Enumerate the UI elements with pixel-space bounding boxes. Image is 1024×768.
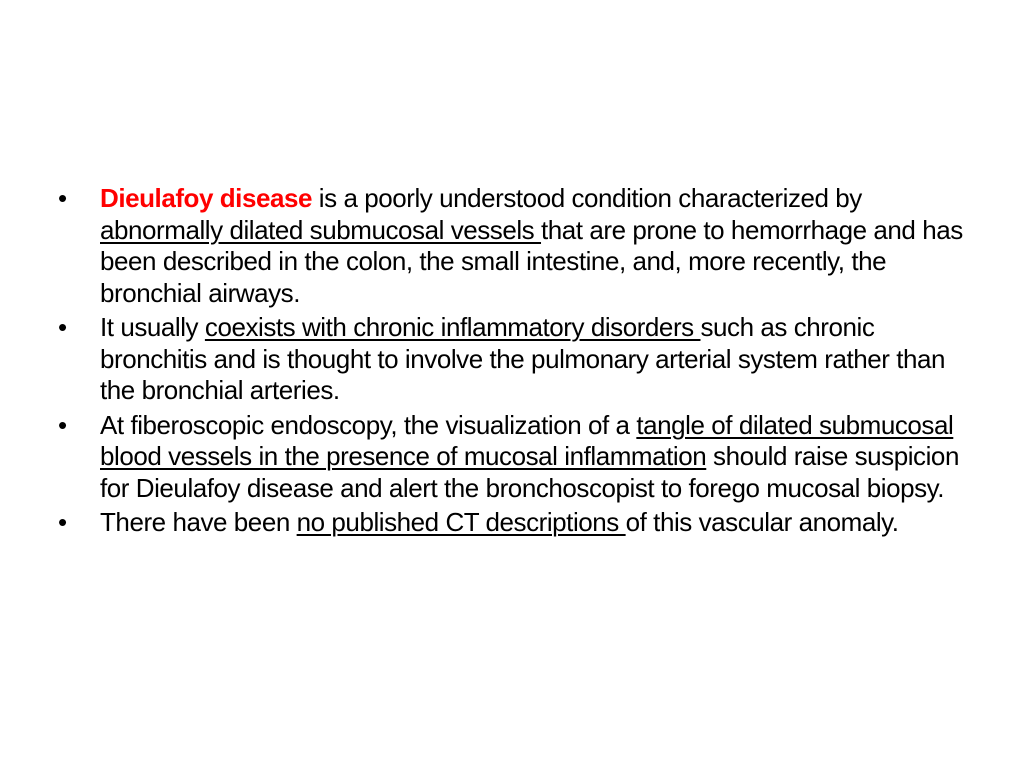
bullet-marker: • [58,183,67,213]
bullet-text: is a poorly understood condition characterized by [312,183,862,213]
underlined-phrase: abnormally dilated submucosal vessels [100,214,542,245]
bullet-item-2 [58,312,973,407]
underlined-phrase: tangle of dilated submucosal blood vessels in the presence of mucosal inflammation [100,409,954,471]
bullet-text: such as chronic bronchitis and is thought to involve the pulmonary arterial system rather than the bronchial arteries. [100,312,946,405]
bullet-marker: • [58,507,67,537]
bullet-text: should raise suspicion for Dieulafoy disease and alert the bronchoscopist to forego mucosal biopsy. [100,441,959,503]
bullet-text: of this vascular anomaly. [625,507,899,537]
bullet-marker: • [58,409,67,440]
bullet-marker: • [58,312,67,342]
bullet-text: At fiberoscopic endoscopy, the visualization of a [100,409,637,440]
bullet-text: It usually [100,312,205,342]
bullet-text: that are prone to hemorrhage and has been described in the colon, the small intestine, and, more recently, the bronchial airways. [100,214,963,308]
term-dieulafoy-disease: Dieulafoy disease [100,183,313,213]
bullet-text: There have been [100,507,297,537]
underlined-phrase: coexists with chronic inflammatory disorders [204,312,701,342]
bullet-list [58,183,973,542]
bullet-item-3 [58,410,973,505]
bullet-item-1 [58,183,973,309]
bullet-item-4 [58,507,973,539]
underlined-phrase: no published CT descriptions [296,507,626,537]
